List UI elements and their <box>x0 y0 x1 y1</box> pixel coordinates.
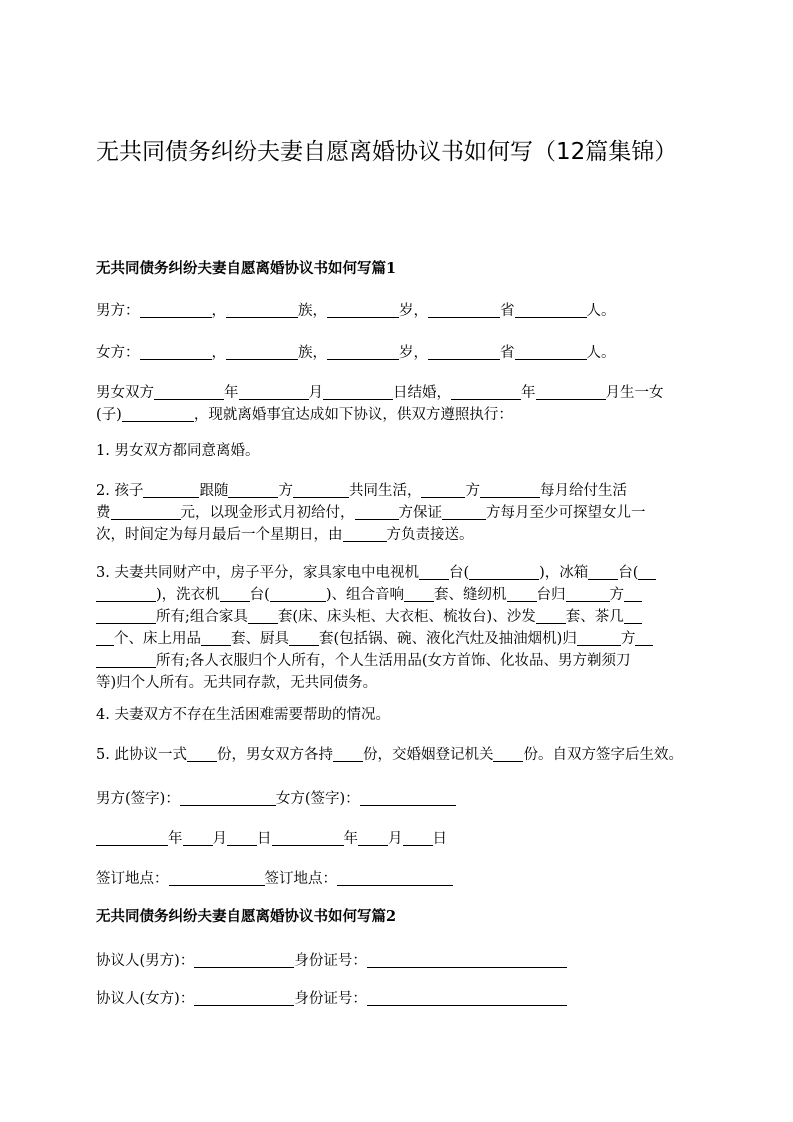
clause-text: 份，交婚姻登记机关 <box>362 747 494 763</box>
blank-field <box>194 989 294 1006</box>
blank-field <box>442 503 486 520</box>
blank-field <box>154 383 224 400</box>
clause-5 <box>96 744 700 766</box>
blank-field <box>421 481 465 498</box>
ethnicity-label: 族 <box>298 303 313 319</box>
comma: ， <box>211 345 226 361</box>
male-info-line <box>96 300 700 322</box>
signing-place-label: 签订地点： <box>264 871 337 887</box>
clause-text: 方 <box>620 631 636 647</box>
party-male-label: 协议人(男方)： <box>96 953 195 969</box>
child-paren: (子) <box>96 407 122 423</box>
agreement-intro: ，现就离婚事宜达成如下协议，供双方遵照执行： <box>193 407 513 423</box>
blank-field <box>226 301 298 318</box>
signature-line <box>96 788 700 810</box>
blank-field <box>451 383 521 400</box>
clause-text: 套(床、床头柜、大衣柜、梳妆台)、沙发 <box>277 609 536 625</box>
clause-text: )、组合音响 <box>325 587 405 603</box>
clause-text: 台归 <box>536 587 566 603</box>
clause-text: 个、床上用品 <box>114 631 201 647</box>
signing-place-label: 签订地点： <box>96 871 169 887</box>
male-signature-label: 男方(签字)： <box>96 791 180 807</box>
clause-text: 3. 夫妻共同财产中，房子平分，家具家电中电视机 <box>96 565 419 581</box>
blank-field <box>96 651 156 668</box>
female-signature-label: 女方(签字)： <box>275 791 360 807</box>
age-label: 岁 <box>399 345 414 361</box>
day-label: 日 <box>432 831 447 847</box>
blank-field <box>507 585 537 602</box>
blank-field <box>96 607 156 624</box>
blank-field <box>493 745 523 762</box>
blank-field <box>355 503 399 520</box>
id-label: 身份证号： <box>294 991 367 1007</box>
blank-field <box>536 383 606 400</box>
blank-field <box>227 829 257 846</box>
blank-field <box>515 343 587 360</box>
blank-field <box>343 525 387 542</box>
clause-text: 所有;各人衣服归个人所有，个人生活用品(女方首饰、化妆品、男方剃须刀 <box>156 653 631 669</box>
clause-text: 方负责接送。 <box>386 527 474 543</box>
blank-field <box>96 829 168 846</box>
age-label: 岁 <box>399 303 414 319</box>
blank-field <box>480 481 540 498</box>
marriage-intro: 男女双方 <box>96 385 154 401</box>
clause-text: 套、厨具 <box>231 631 289 647</box>
blank-field <box>624 585 642 602</box>
clause-text: 套、茶几 <box>565 609 624 625</box>
blank-field <box>358 829 388 846</box>
party-female-line <box>96 988 700 1010</box>
blank-field <box>419 563 449 580</box>
child-month-text: 月生一女 <box>605 385 664 401</box>
clause-text: 方每月至少可探望女儿一 <box>486 505 646 521</box>
comma: ， <box>211 303 226 319</box>
blank-field <box>469 563 539 580</box>
clause-text: 次，时间定为每月最后一个星期日，由 <box>96 527 343 543</box>
blank-field <box>536 607 566 624</box>
signature-date-line <box>96 828 700 850</box>
clause-text: )，洗衣机 <box>156 587 220 603</box>
blank-field <box>183 829 213 846</box>
blank-field <box>111 503 181 520</box>
province-label: 省 <box>500 303 515 319</box>
blank-field <box>270 585 326 602</box>
comma: ， <box>312 303 327 319</box>
blank-field <box>272 829 344 846</box>
blank-field <box>323 383 393 400</box>
female-info-line <box>96 342 700 364</box>
year-label: 年 <box>521 385 536 401</box>
blank-field <box>327 343 399 360</box>
clause-text: 台( <box>249 587 270 603</box>
blank-field <box>140 343 212 360</box>
blank-field <box>428 301 500 318</box>
document-title: 无共同债务纠纷夫妻自愿离婚协议书如何写（12篇集锦） <box>96 139 678 165</box>
blank-field <box>367 951 567 968</box>
section1-heading: 无共同债务纠纷夫妻自愿离婚协议书如何写篇1 <box>96 260 397 277</box>
blank-field <box>187 745 217 762</box>
year-label: 年 <box>343 831 358 847</box>
comma: ， <box>413 303 428 319</box>
province-label: 省 <box>500 345 515 361</box>
blank-field <box>333 745 363 762</box>
clause-text: 5. 此协议一式 <box>96 747 187 763</box>
blank-field <box>239 383 309 400</box>
clause-text: 份，男女双方各持 <box>216 747 333 763</box>
month-label: 月 <box>308 385 323 401</box>
clause-text: 套、缝纫机 <box>434 587 507 603</box>
blank-field <box>515 301 587 318</box>
month-label: 月 <box>388 831 403 847</box>
clause-2 <box>96 480 700 546</box>
blank-field <box>403 829 433 846</box>
clause-text: 等)归个人所有。无共同存款，无共同债务。 <box>96 675 378 691</box>
clause-4: 4. 夫妻双方不存在生活困难需要帮助的情况。 <box>96 707 390 723</box>
blank-field <box>248 607 278 624</box>
blank-field <box>404 585 434 602</box>
female-signature-field <box>360 789 456 806</box>
female-label: 女方： <box>96 345 140 361</box>
blank-field <box>96 585 156 602</box>
year-label: 年 <box>168 831 183 847</box>
comma: ， <box>312 345 327 361</box>
blank-field <box>293 481 349 498</box>
person-label: 人。 <box>586 303 616 319</box>
blank-field <box>428 343 500 360</box>
id-label: 身份证号： <box>294 953 367 969</box>
blank-field <box>289 629 319 646</box>
blank-field <box>194 951 294 968</box>
year-label: 年 <box>224 385 239 401</box>
party-female-label: 协议人(女方)： <box>96 991 195 1007</box>
ethnicity-label: 族 <box>298 345 313 361</box>
clause-text: 所有;组合家具 <box>156 609 248 625</box>
male-signature-field <box>180 789 276 806</box>
blank-field <box>140 301 212 318</box>
blank-field <box>122 405 194 422</box>
blank-field <box>577 629 621 646</box>
blank-field <box>220 585 250 602</box>
clause-text: 台( <box>448 565 470 581</box>
clause-text: 份。自双方签字后生效。 <box>523 747 683 763</box>
blank-field <box>201 629 231 646</box>
clause-text: 方 <box>609 587 625 603</box>
signing-place-line <box>96 868 700 890</box>
marriage-day-text: 日结婚， <box>393 385 451 401</box>
clause-1: 1. 男女双方都同意离婚。 <box>96 443 260 459</box>
clause-text: 2. 孩子 <box>96 483 144 499</box>
blank-field <box>228 481 278 498</box>
clause-text: 跟随 <box>199 483 229 499</box>
blank-field <box>169 869 265 886</box>
clause-text: 台( <box>618 565 639 581</box>
clause-3 <box>96 562 700 694</box>
blank-field <box>96 629 114 646</box>
day-label: 日 <box>257 831 272 847</box>
blank-field <box>566 585 610 602</box>
blank-field <box>143 481 199 498</box>
clause-text: 方 <box>465 483 480 499</box>
blank-field <box>635 629 653 646</box>
blank-field <box>327 301 399 318</box>
blank-field <box>588 563 618 580</box>
blank-field <box>624 607 642 624</box>
party-male-line <box>96 950 700 972</box>
clause-text: 方 <box>278 483 293 499</box>
section2-heading: 无共同债务纠纷夫妻自愿离婚协议书如何写篇2 <box>96 908 397 925</box>
blank-field <box>367 989 567 1006</box>
clause-text: 套(包括锅、碗、液化汽灶及抽油烟机)归 <box>319 631 577 647</box>
month-label: 月 <box>212 831 227 847</box>
comma: ， <box>413 345 428 361</box>
clause-text: )，冰箱 <box>539 565 589 581</box>
marriage-paragraph <box>96 382 700 426</box>
male-label: 男方： <box>96 303 140 319</box>
clause-text: 共同生活， <box>348 483 422 499</box>
clause-text: 每月给付生活 <box>539 483 627 499</box>
blank-field <box>638 563 656 580</box>
clause-text: 方保证 <box>398 505 442 521</box>
blank-field <box>226 343 298 360</box>
blank-field <box>337 869 453 886</box>
clause-text: 元，以现金形式月初给付， <box>180 505 355 521</box>
person-label: 人。 <box>586 345 616 361</box>
clause-text: 费 <box>96 505 111 521</box>
